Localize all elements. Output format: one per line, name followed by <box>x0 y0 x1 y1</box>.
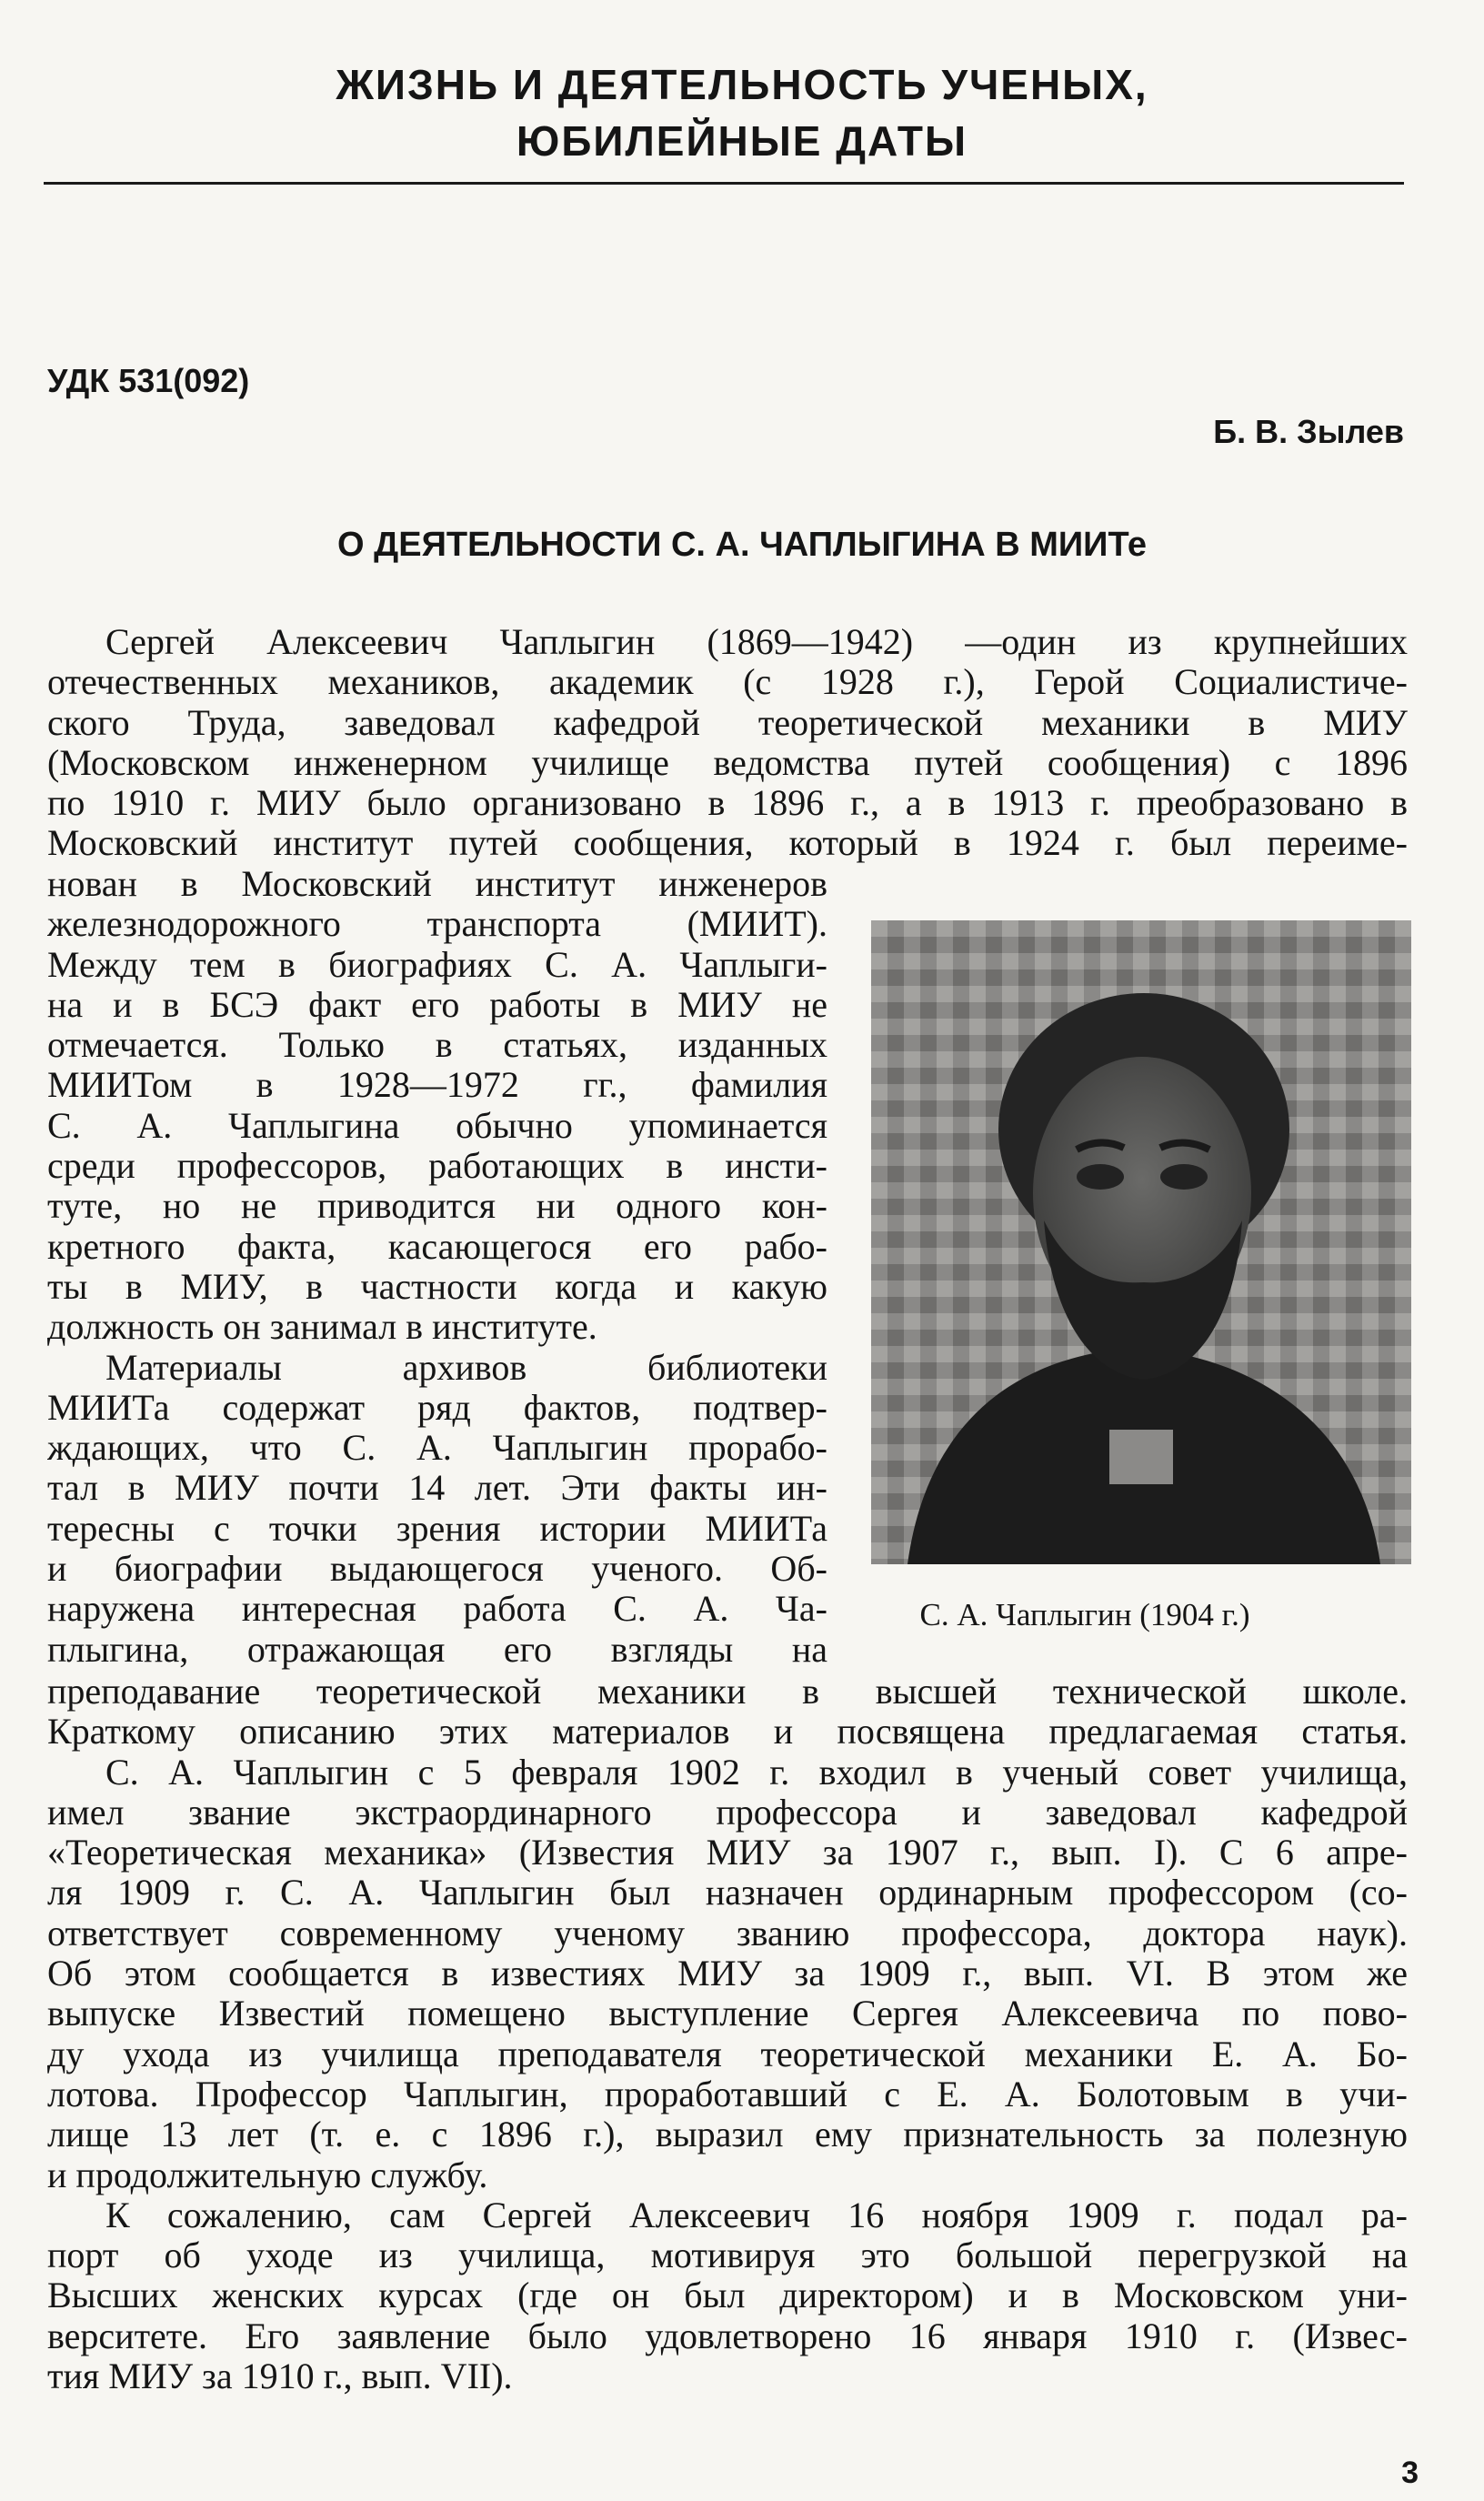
text-line: нован в Московский институт инженеров <box>47 864 827 904</box>
text-line: должность он занимал в институте. <box>47 1307 597 1348</box>
text-line: К сожалению, сам Сергей Алексеевич 16 ноября 1909 г. подал ра- <box>105 2195 1408 2235</box>
text-bottom <box>47 1672 1408 2396</box>
text-line: верситете. Его заявление было удовлетворено 16 января 1910 г. (Извес- <box>47 2315 1408 2356</box>
text-line: Высших женских курсах (где он был директором) и в Московском уни- <box>47 2275 1408 2316</box>
text-line: лотова. Профессор Чаплыгин, проработавший с Е. А. Болотовым в учи- <box>47 2074 1408 2114</box>
text-line: ты в МИУ, в частности когда и какую <box>47 1266 827 1307</box>
section-heading-line-1: ЖИЗНЬ И ДЕЯТЕЛЬНОСТЬ УЧЕНЫХ, <box>336 61 1148 108</box>
photo-caption: С. А. Чаплыгин (1904 г.) <box>919 1597 1250 1632</box>
text-line: выпуске Известий помещено выступление Сергея Алексеевича по пово- <box>47 1994 1408 2034</box>
text-line: тал в МИУ почти 14 лет. Эти факты ин- <box>47 1468 827 1509</box>
text-line: ду ухода из училища преподавателя теоретической механики Е. А. Бо- <box>47 2034 1408 2074</box>
text-line: Краткому описанию этих материалов и посвящена предлагаемая статья. <box>47 1712 1408 1753</box>
text-line: отмечается. Только в статьях, изданных <box>47 1025 827 1066</box>
text-line: (Московском инженерном училище ведомства путей сообщения) с 1896 <box>47 742 1408 783</box>
text-line: и биографии выдающегося ученого. Об- <box>47 1549 827 1590</box>
text-line: преподавание теоретической механики в высшей технической школе. <box>47 1672 1408 1712</box>
section-heading-line-2: ЮБИЛЕЙНЫЕ ДАТЫ <box>516 117 968 165</box>
text-line: Московский институт путей сообщения, который в 1924 г. был переиме- <box>47 823 1408 864</box>
text-line: отечественных механиков, академик (с 1928 г.), Герой Социалистиче- <box>47 662 1408 703</box>
portrait-illustration <box>871 920 1411 1564</box>
text-line: Материалы архивов библиотеки <box>105 1347 827 1388</box>
text-line: имел звание экстраординарного профессора и заведовал кафедрой <box>47 1792 1408 1833</box>
heading-rule <box>44 182 1404 185</box>
text-line: С. А. Чаплыгина обычно упоминается <box>47 1105 827 1146</box>
text-line: ля 1909 г. С. А. Чаплыгин был назначен ординарным профессором (со- <box>47 1873 1408 1913</box>
text-line: кретного факта, касающегося его рабо- <box>47 1226 827 1267</box>
text-line: ответствует современному ученому званию профессора, доктора наук). <box>47 1913 1408 1954</box>
text-line: и продолжительную службу. <box>47 2154 488 2195</box>
text-line: тия МИУ за 1910 г., вып. VII). <box>47 2356 513 2397</box>
section-heading <box>0 56 1484 169</box>
text-line: Сергей Алексеевич Чаплыгин (1869—1942) —один из крупнейших <box>105 622 1408 662</box>
text-line: ского Труда, заведовал кафедрой теоретической механики в МИУ <box>47 702 1408 743</box>
udk-code: УДК 531(092) <box>47 362 250 399</box>
text-line: по 1910 г. МИУ было организовано в 1896 г., а в 1913 г. преобразовано в <box>47 783 1408 824</box>
text-line: железнодорожного транспорта (МИИТ). <box>47 904 827 945</box>
portrait-photo <box>871 920 1411 1564</box>
text-line: лище 13 лет (т. е. с 1896 г.), выразил ему признательность за полезную <box>47 2114 1408 2155</box>
text-line: плыгина, отражающая его взгляды на <box>47 1629 827 1670</box>
text-line: туте, но не приводится ни одного кон- <box>47 1186 827 1227</box>
text-line: МИИТом в 1928—1972 гг., фамилия <box>47 1065 827 1106</box>
text-line: МИИТа содержат ряд фактов, подтвер- <box>47 1387 827 1428</box>
text-line: Между тем в биографиях С. А. Чаплыги- <box>47 944 827 985</box>
text-line: среди профессоров, работающих в инсти- <box>47 1146 827 1187</box>
article-title: О ДЕЯТЕЛЬНОСТИ С. А. ЧАПЛЫГИНА В МИИТе <box>337 526 1147 564</box>
text-line: Об этом сообщается в известиях МИУ за 1909 г., вып. VI. В этом же <box>47 1954 1408 1994</box>
author-name: Б. В. Зылев <box>1213 413 1404 450</box>
text-column-left <box>47 864 827 1670</box>
text-line: С. А. Чаплыгин с 5 февраля 1902 г. входил в ученый совет училища, <box>105 1752 1408 1793</box>
text-line: ждающих, что С. А. Чаплыгин прорабо- <box>47 1428 827 1469</box>
text-line: тересны с точки зрения истории МИИТа <box>47 1508 827 1549</box>
paragraph-intro <box>47 622 1408 864</box>
text-line: порт об уходе из училища, мотивируя это большой перегрузкой на <box>47 2235 1408 2276</box>
text-line: наружена интересная работа С. А. Ча- <box>47 1589 827 1630</box>
text-line: «Теоретическая механика» (Известия МИУ за 1907 г., вып. I). С 6 апре- <box>47 1833 1408 1873</box>
text-line: на и в БСЭ факт его работы в МИУ не <box>47 984 827 1025</box>
page-number: 3 <box>1401 2456 1419 2490</box>
